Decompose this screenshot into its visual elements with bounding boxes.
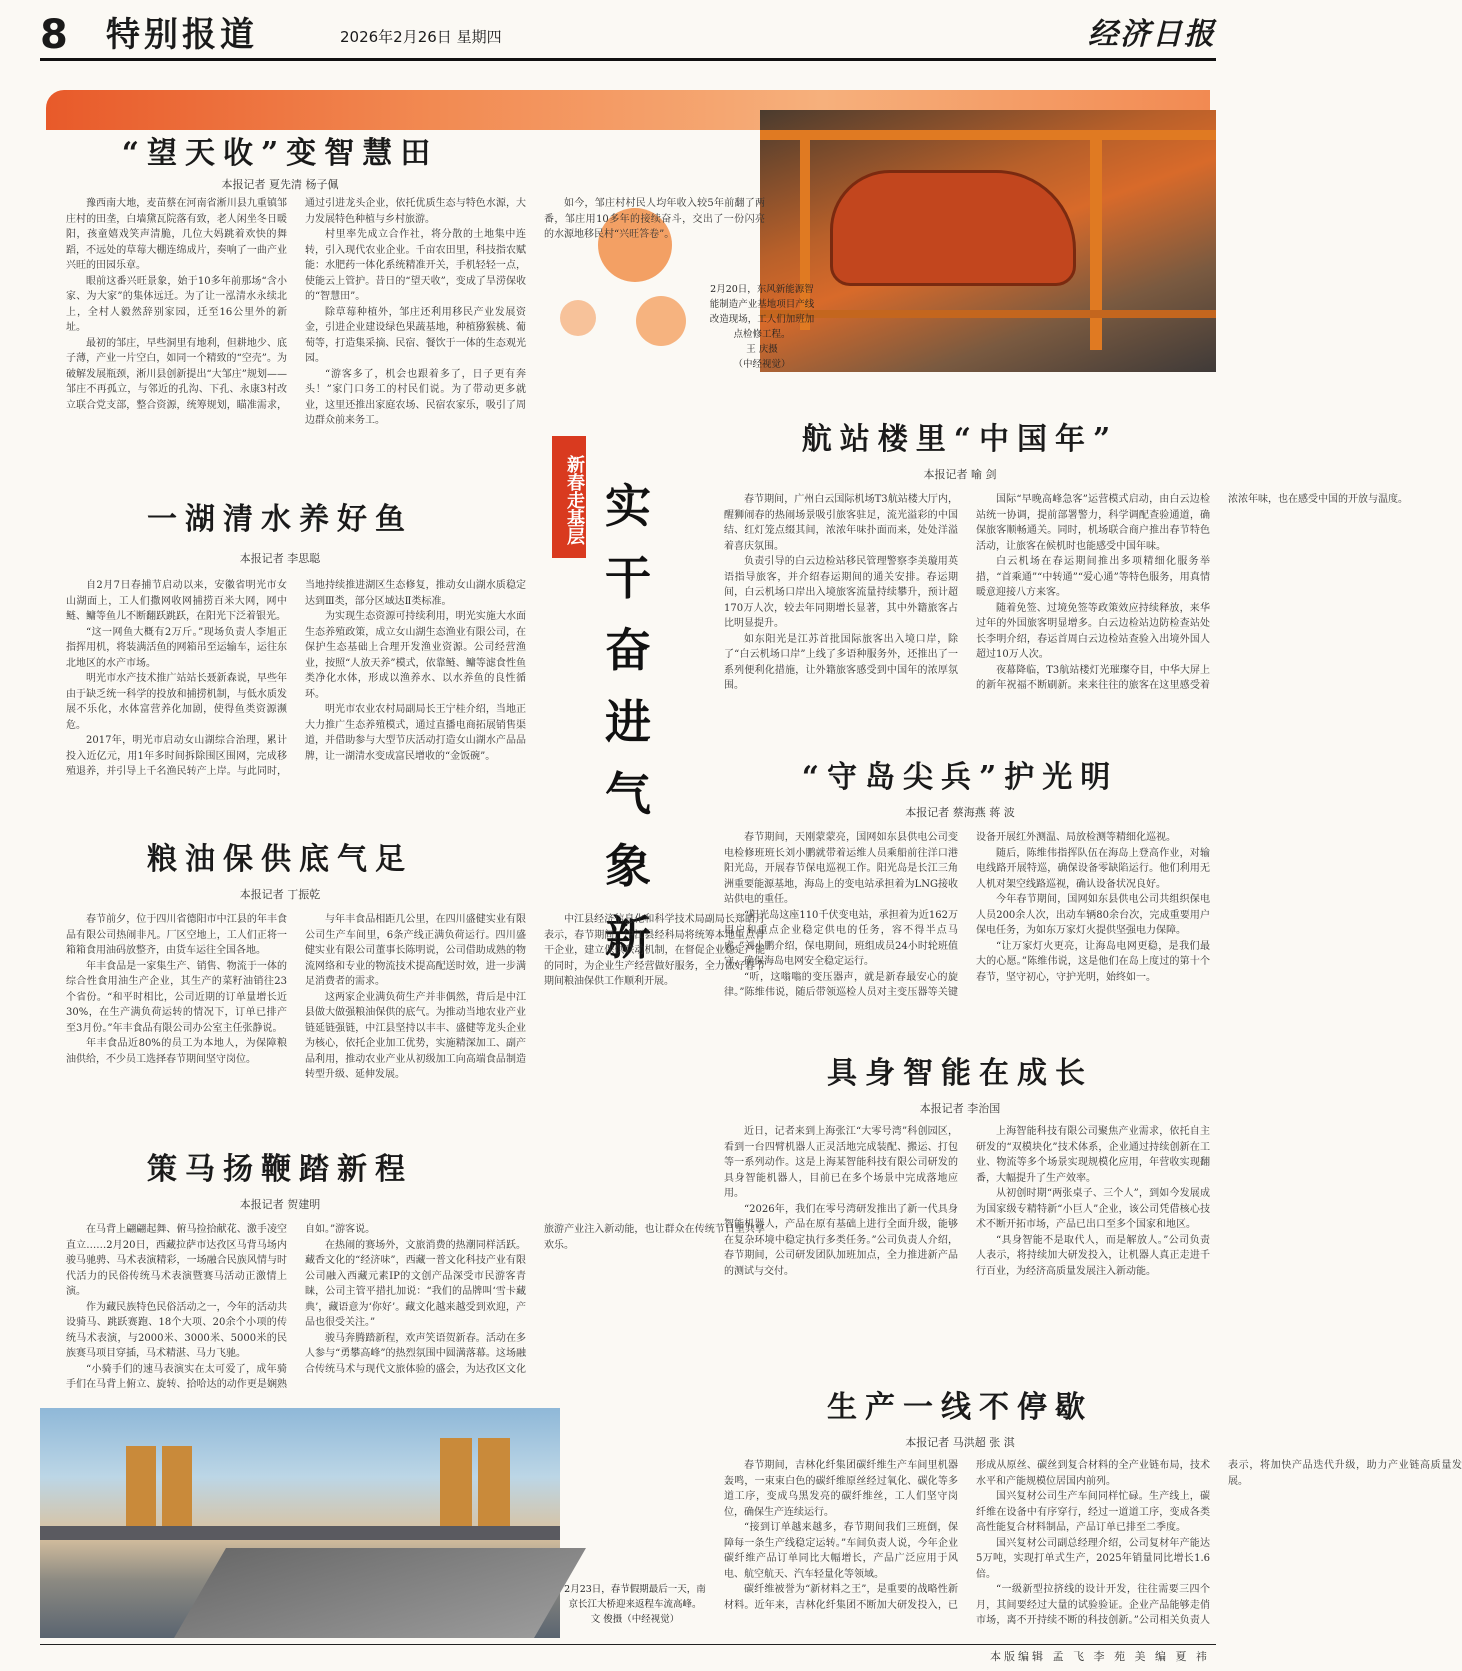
article-body: 春节期间，广州白云国际机场T3航站楼大厅内，醒狮闹春的热闹场景吸引旅客驻足，流光溢彩的中国结、红灯笼点缀其间，浓浓年味扑面而来，处处洋溢着喜庆氛围。 负责引导的白云边检站移民管理警察李美璇用英语指导旅客，并介绍春运期间的通关安排。春运期间，白云机场口岸出入境旅客流量持续攀升，预计超170万人次，较去年同期增长显著，其中外籍旅客占比明显提升。 如东阳光是江苏首批国际旅客出入境口岸，除了“白云机场口岸”上线了多语种服务外，还推出了一系列便利化措施，让外籍旅客感受到中国年的浓厚氛围。 国际“早晚高峰急客”运营模式启动，由白云边检站统一协调，提前部署警力，科学调配查验通道，确保旅客顺畅通关。同时，机场联合商户推出春节特色活动，让旅客在候机时也能感受中国年味。 白云机场在春运期间推出多项精细化服务举措，“首乘通”“中转通”“爱心通”等特色服务，用真情暖意迎接八方来客。 随着免签、过境免签等政策效应持续释放，来华过年的外国旅客明显增多。白云边检站边防检查站处长李明介绍，春运首周白云边检站查验入出境外国人超过10万人次。 夜幕降临，T3航站楼灯光璀璨夺目，中华大屏上的新年祝福不断刷新。来来往往的旅客在这里感受着浓浓年味，也在感受中国的开放与温度。 xyxy=(724,494,1408,691)
photo-caption: 2月23日，春节假期最后一天，南京长江大桥迎来返程车流高峰。 文 俊摄（中经视觉） xyxy=(564,1584,706,1625)
article-body: 豫西南大地，麦苗蔡在河南省淅川县九重镇邹庄村的田垄，白墙黛瓦院落有致，老人闲坐冬日暖阳，孩童嬉戏笑声清脆，几位大妈跳着欢快的舞蹈，不远处的草莓大棚连绵成片，奏响了一曲产业兴旺的田园乐章。 眼前这番兴旺景象，始于10多年前那场“含小家、为大家”的集体远迁。为了让一泓清水永续北上，全村人毅然辞别家园，迁至16公里外的新址。 最初的邹庄，早些洞里有地利，但耕地少、底子薄，产业一片空白，如同一个精致的“空壳”。为破解发展瓶颈，淅川县创新提出“大邹庄”规划——邹庄不再孤立，与邻近的孔沟、下孔、永康3村改立联合党支部，整合资源，统筹规划，瞄准需求，通过引进龙头企业，依托优质生态与特色水源，大力发展特色种植与乡村旅游。 村里率先成立合作社，将分散的土地集中连转，引入现代农业企业。千亩农田里，科技指农赋能：水肥药一体化系统精准开关，手机轻轻一点，使能云上管护。昔日的“望天收”，变成了旱涝保收的“智慧田”。 除草莓种植外，邹庄还利用移民产业发展资金，引进企业建设绿色果蔬基地，种植猕猴桃、葡萄等，打造集采摘、民宿、餐饮于一体的生态观光园。 “游客多了，机会也跟着多了，日子更有奔头！”家门口务工的村民们说。为了带动更多就业，这里还推出家庭农场、民宿农家乐，吸引了周边群众前来务工。 如今，邹庄村村民人均年收入较5年前翻了两番，邹庄用10多年的接续奋斗，交出了一份闪亮的水源地移民村“兴旺答卷”。 xyxy=(66,198,765,426)
footer-editors: 本版编辑 孟 飞 李 苑 美 编 夏 祎 xyxy=(990,1650,1210,1663)
footer-rule xyxy=(40,1644,1216,1645)
issue-date: 2026年2月26日 星期四 xyxy=(340,28,502,46)
feature-vertical-title: 实 干 奋 进 气 象 新 xyxy=(605,479,651,965)
article-body: 近日，记者来到上海张江“大零号湾”科创园区，看到一台四臂机器人正灵活地完成装配、搬运、打包等一系列动作。这是上海某智能科技有限公司研发的具身智能机器人，目前已在多个场景中完成落地应用。 “2026年，我们在零号湾研发推出了新一代具身智能机器人，产品在原有基础上进行全面升级，能够在复杂环境中稳定执行多类任务。”公司负责人介绍，春节期间，公司研发团队加班加点，全力推进新产品的测试与交付。 上海智能科技有限公司聚焦产业需求，依托自主研发的“双模块化”技术体系，企业通过持续创新在工业、物流等多个场景实现规模化应用，年营收实现翻番，大幅提升了生产效率。 从初创时期“两张桌子、三个人”，到如今发展成为国家级专精特新“小巨人”企业，该公司凭借核心技术不断开拓市场，产品已出口至多个国家和地区。 “具身智能不是取代人，而是解放人。”公司负责人表示，将持续加大研发投入，让机器人真正走进千行百业，为经济高质量发展注入新动能。 xyxy=(724,1126,1210,1277)
article-title: 生产一线不停歇 xyxy=(827,1390,1093,1425)
gear-icon xyxy=(560,300,596,336)
photo-caption: 2月20日，东风新能源智能制造产业基地项目产线改造现场，工人们加班加点检修工程。 王 庆摄 （中经视觉） xyxy=(709,284,815,370)
article-title: 粮油保供底气足 xyxy=(147,842,413,877)
article-body: 春节期间，天刚蒙蒙亮，国网如东县供电公司变电检修班班长刘小鹏就带着运维人员乘船前往洋口港阳光岛，开展春节保电巡视工作。阳光岛是长江三角洲重要能源基地，海岛上的变电站承担着为LNG接收站供电的重任。 “阳光岛这座110千伏变电站，承担着为近162万用户和重点企业稳定供电的任务，容不得半点马虎。”刘小鹏介绍，保电期间，班组成员24小时轮班值守，确保海岛电网安全稳定运行。 “听，这嗡嗡的变压器声，就是新春最安心的旋律。”陈维伟说，随后带领巡检人员对主变压器等关键设备开展红外测温、局放检测等精细化巡视。 随后，陈维伟指挥队伍在海岛上登高作业，对输电线路开展特巡，确保设备零缺陷运行。他们利用无人机对架空线路巡视，确认设备状况良好。 今年春节期间，国网如东县供电公司共组织保电人员200余人次，出动车辆80余台次，完成重要用户保电任务，为如东万家灯火提供坚强电力保障。 “让万家灯火更亮，让海岛电网更稳，是我们最大的心愿。”陈维伟说，这是他们在岛上度过的第十个春节，坚守初心，守护光明，始终如一。 xyxy=(724,832,1210,998)
article-title: 策马扬鞭踏新程 xyxy=(147,1152,413,1187)
article-body: 春节期间，吉林化纤集团碳纤维生产车间里机器轰鸣，一束束白色的碳纤维原丝经过氧化、碳化等多道工序，变成乌黑发亮的碳纤维丝，工人们坚守岗位，确保生产连续运行。 “接到订单越来越多，春节期间我们三班倒，保障每一条生产线稳定运转。”车间负责人说，今年企业碳纤维产品订单同比大幅增长，产品广泛应用于风电、航空航天、汽车轻量化等领域。 碳纤维被誉为“新材料之王”，是重要的战略性新材料。近年来，吉林化纤集团不断加大研发投入，已形成从原丝、碳丝到复合材料的全产业链布局，技术水平和产能规模位居国内前列。 国兴复材公司生产车间同样忙碌。生产线上，碳纤维在设备中有序穿行，经过一道道工序，变成各类高性能复合材料制品，产品订单已排至二季度。 国兴复材公司副总经理介绍，公司复材年产能达5万吨，实现打单式生产，2025年销量同比增长1.6倍。 “一级新型拉挤线的设计开发，往往需要三四个月，其间要经过大量的试验验证。企业产品能够走俏市场，离不开持续不断的科技创新。”公司相关负责人表示，将加快产品迭代升级，助力产业链高质量发展。 xyxy=(724,1460,1462,1626)
article-title: “望天收”变智慧田 xyxy=(121,136,439,171)
bridge-photo xyxy=(40,1408,560,1638)
article-byline: 本报记者 丁振乾 xyxy=(239,888,321,901)
article-byline: 本报记者 夏先清 杨子佩 xyxy=(221,178,339,191)
article-byline: 本报记者 喻 剑 xyxy=(923,468,997,481)
article-body: 在马背上翩翩起舞、俯马捡拾献花、激手凌空直立……2月20日，西藏拉萨市达孜区马背马场内骏马驰骋、马术表演精彩，一场融合民族风情与时代活力的民俗传统马术表演暨赛马活动正激情上演。 作为藏民族特色民俗活动之一，今年的活动共设骑马、跳跃赛跑、18个大项、20余个小项的传统马术表演，与2000米、3000米、5000米的民族赛马项目穿插，马术精湛、马力飞驰。 “小骑手们的速马表演实在太可爱了，成年骑手们在马背上俯立、旋转、拾哈达的动作更是娴熟自如。”游客说。 在热闹的赛场外，文旅消费的热潮同样活跃。藏香文化的“经济味”，西藏一普文化科技产业有限公司融入西藏元素IP的文创产品深受市民游客青睐，公司主管平措扎加说：“我们的品牌叫‘雪卡藏典’，藏语意为‘你好’。藏文化越来越受到欢迎，产品也很受关注。” 骏马奔腾踏新程，欢声笑语贺新春。活动在多人参与“勇攀高峰”的热烈氛围中圆满落幕。这场融合传统马术与现代文旅体验的盛会，为达孜区文化旅游产业注入新动能，也让群众在传统节日里共享欢乐。 xyxy=(66,1224,765,1390)
article-byline: 本报记者 贺建明 xyxy=(239,1198,321,1211)
section-title: 特别报道 xyxy=(106,15,258,55)
page-number: 8 xyxy=(40,12,68,58)
column-label: 新春走基层 xyxy=(552,436,586,558)
article-byline: 本报记者 李思聪 xyxy=(239,552,321,565)
article-title: “守岛尖兵”护光明 xyxy=(801,760,1119,795)
article-title: 具身智能在成长 xyxy=(827,1056,1093,1091)
masthead xyxy=(40,12,1216,61)
article-byline: 本报记者 李治国 xyxy=(919,1102,1001,1115)
article-title: 一湖清水养好鱼 xyxy=(147,502,413,537)
newspaper-logo: 经济日报 xyxy=(1088,17,1216,52)
assembly-line-photo xyxy=(760,110,1216,372)
article-byline: 本报记者 马洪超 张 淇 xyxy=(905,1436,1015,1449)
article-body: 春节前夕，位于四川省德阳市中江县的年丰食品有限公司热闹非凡。厂区空地上，工人们正将一箱箱食用油码放整齐，由货车运往全国各地。 年丰食品是一家集生产、销售、物流于一体的综合性食用油生产企业，其生产的菜籽油销往23个省份。“和平时相比，公司近期的订单量增长近30%，在生产满负荷运转的情况下，订单已排产至3月份。”年丰食品有限公司办公室主任张静说。 年丰食品近80%的员工为本地人，为保障粮油供给，不少员工选择春节期间坚守岗位。 与年丰食品相距几公里，在四川盛健实业有限公司生产车间里，6条产线正满负荷运行。四川盛健实业有限公司董事长陈明说，公司借助成熟的物流网络和专业的物流技术提高配送时效，进一步满足消费者的需求。 这两家企业满负荷生产并非偶然，背后是中江县做大做强粮油保供的底气。为推动当地农业产业链延链强链，中江县坚持以丰丰、盛健等龙头企业为核心，依托企业加工优势，实施精深加工、副产品利用，推动农业产业从初级加工向高端食品制造转型升级、延伸发展。 中江县经济信息化和科学技术局副局长郑皓月表示，春节期间，中江县经科局将统筹本地重点骨干企业，建立保供联动机制，在督促企业稳定产能的同时，为企业生产经营做好服务，全力做好春节期间粮油保供工作顺利开展。 xyxy=(66,914,765,1080)
article-byline: 本报记者 蔡海燕 蒋 波 xyxy=(905,806,1015,819)
article-body: 自2月7日春捕节启动以来，安徽省明光市女山湖面上，工人们撒网收网捕捞百米大网，网中鲢、鳙等鱼儿不断翻跃跳跃，在阳光下泛着银光。 “这一网鱼大概有2万斤。”现场负责人李旭正指挥用机，将装满活鱼的网箱吊至运输车，运往东北地区的水产市场。 明光市水产技术推广站站长聂新森说，早些年由于缺乏统一科学的投放和捕捞机制，与低水质发展不乐化，水体富营养化加剧，使得鱼类资源濒危。 2017年，明光市启动女山湖综合治理，累计投入近亿元，用1年多时间拆除围区围网，完成移殖退养，并引导上千名渔民转产上岸。与此同时，当地持续推进湖区生态修复，推动女山湖水质稳定达到Ⅲ类，部分区域达Ⅱ类标准。 为实现生态资源可持续利用，明光实施大水面生态养殖政策，成立女山湖生态渔业有限公司，在保护生态基础上合理开发渔业资源。公司经营渔业，按照“人放天养”模式，依靠鲢、鳙等滤食性鱼类净化水体，形成以渔养水、以水养鱼的良性循环。 明光市农业农村局副局长王宁桂介绍，当地正大力推广生态养殖模式，通过直播电商拓展销售渠道，并借助参与大型节庆活动打造女山湖水产品品牌，让一湖清水变成富民增收的“金饭碗”。 xyxy=(66,580,526,777)
gear-icon xyxy=(636,296,686,346)
article-title: 航站楼里“中国年” xyxy=(801,422,1119,457)
